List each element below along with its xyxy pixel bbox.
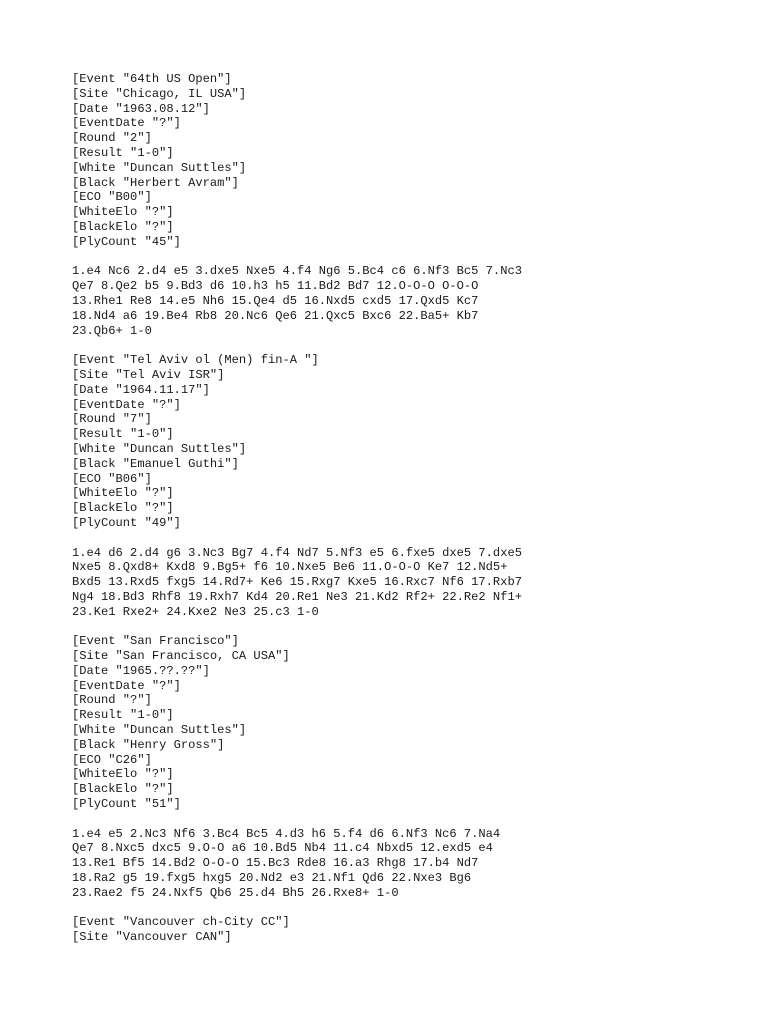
game-record-3	[72, 634, 732, 915]
move-line: 23.Qb6+ 1-0	[72, 323, 152, 338]
blank-line	[72, 531, 732, 546]
tag-white-elo: [WhiteElo "?"]	[72, 486, 174, 501]
tag-event-date: [EventDate "?"]	[72, 116, 181, 131]
move-line: 1.e4 d6 2.d4 g6 3.Nc3 Bg7 4.f4 Nd7 5.Nf3 e5 6.fxe5 dxe5 7.dxe5	[72, 545, 522, 560]
tag-event: [Event "Vancouver ch-City CC"]	[72, 915, 290, 930]
tag-eco: [ECO "C26"]	[72, 752, 152, 767]
tag-event-date: [EventDate "?"]	[72, 397, 181, 412]
tag-black: [Black "Emanuel Guthi"]	[72, 456, 239, 471]
tag-section	[72, 353, 732, 531]
blank-line	[72, 812, 732, 827]
tag-round: [Round "?"]	[72, 693, 152, 708]
blank-line	[72, 901, 732, 916]
tag-black-elo: [BlackElo "?"]	[72, 782, 174, 797]
move-line: 13.Rhe1 Re8 14.e5 Nh6 15.Qe4 d5 16.Nxd5 cxd5 17.Qxd5 Kc7	[72, 293, 479, 308]
tag-event: [Event "Tel Aviv ol (Men) fin-A "]	[72, 353, 319, 368]
tag-event: [Event "64th US Open"]	[72, 72, 232, 86]
tag-black-elo: [BlackElo "?"]	[72, 219, 174, 234]
move-text	[72, 546, 732, 620]
tag-eco: [ECO "B06"]	[72, 471, 152, 486]
move-line: 13.Re1 Bf5 14.Bd2 O-O-O 15.Bc3 Rde8 16.a3 Rhg8 17.b4 Nd7	[72, 856, 479, 871]
move-line: 18.Nd4 a6 19.Be4 Rb8 20.Nc6 Qe6 21.Qxc5 Bxc6 22.Ba5+ Kb7	[72, 308, 479, 323]
tag-white: [White "Duncan Suttles"]	[72, 160, 247, 175]
tag-site: [Site "Vancouver CAN"]	[72, 930, 232, 945]
tag-white: [White "Duncan Suttles"]	[72, 441, 247, 456]
move-line: Nxe5 8.Qxd8+ Kxd8 9.Bg5+ f6 10.Nxe5 Be6 11.O-O-O Ke7 12.Nd5+	[72, 560, 508, 575]
game-record-2	[72, 353, 732, 634]
game-record-4	[72, 915, 732, 945]
tag-date: [Date "1965.??.??"]	[72, 663, 210, 678]
blank-line	[72, 619, 732, 634]
move-text	[72, 264, 732, 338]
blank-line	[72, 338, 732, 353]
move-text	[72, 827, 732, 901]
tag-black: [Black "Henry Gross"]	[72, 737, 225, 752]
tag-ply-count: [PlyCount "51"]	[72, 797, 181, 812]
tag-eco: [ECO "B00"]	[72, 190, 152, 205]
tag-event-date: [EventDate "?"]	[72, 678, 181, 693]
blank-line	[72, 250, 732, 265]
move-line: 23.Ke1 Rxe2+ 24.Kxe2 Ne3 25.c3 1-0	[72, 604, 319, 619]
tag-site: [Site "Chicago, IL USA"]	[72, 86, 247, 101]
tag-round: [Round "2"]	[72, 131, 152, 146]
tag-ply-count: [PlyCount "49"]	[72, 515, 181, 530]
tag-event: [Event "San Francisco"]	[72, 634, 239, 649]
move-line: Bxd5 13.Rxd5 fxg5 14.Rd7+ Ke6 15.Rxg7 Kxe5 16.Rxc7 Nf6 17.Rxb7	[72, 575, 522, 590]
tag-white-elo: [WhiteElo "?"]	[72, 205, 174, 220]
tag-round: [Round "7"]	[72, 412, 152, 427]
move-line: 1.e4 Nc6 2.d4 e5 3.dxe5 Nxe5 4.f4 Ng6 5.Bc4 c6 6.Nf3 Bc5 7.Nc3	[72, 264, 522, 279]
move-line: 23.Rae2 f5 24.Nxf5 Qb6 25.d4 Bh5 26.Rxe8+ 1-0	[72, 885, 399, 900]
tag-white: [White "Duncan Suttles"]	[72, 723, 247, 738]
move-line: 1.e4 e5 2.Nc3 Nf6 3.Bc4 Bc5 4.d3 h6 5.f4 d6 6.Nf3 Nc6 7.Na4	[72, 826, 501, 841]
move-line: Qe7 8.Qe2 b5 9.Bd3 d6 10.h3 h5 11.Bd2 Bd7 12.O-O-O O-O-O	[72, 279, 479, 294]
tag-result: [Result "1-0"]	[72, 427, 174, 442]
tag-result: [Result "1-0"]	[72, 708, 174, 723]
pgn-document	[72, 72, 732, 945]
tag-site: [Site "San Francisco, CA USA"]	[72, 649, 290, 664]
tag-black-elo: [BlackElo "?"]	[72, 501, 174, 516]
move-line: 18.Ra2 g5 19.fxg5 hxg5 20.Nd2 e3 21.Nf1 Qd6 22.Nxe3 Bg6	[72, 871, 472, 886]
tag-section	[72, 72, 732, 250]
tag-ply-count: [PlyCount "45"]	[72, 234, 181, 249]
game-record-1	[72, 72, 732, 353]
tag-date: [Date "1964.11.17"]	[72, 382, 210, 397]
tag-white-elo: [WhiteElo "?"]	[72, 767, 174, 782]
tag-section	[72, 915, 732, 945]
tag-site: [Site "Tel Aviv ISR"]	[72, 367, 225, 382]
tag-result: [Result "1-0"]	[72, 145, 174, 160]
tag-section	[72, 634, 732, 812]
tag-date: [Date "1963.08.12"]	[72, 101, 210, 116]
move-line: Qe7 8.Nxc5 dxc5 9.O-O a6 10.Bd5 Nb4 11.c4 Nbxd5 12.exd5 e4	[72, 841, 493, 856]
tag-black: [Black "Herbert Avram"]	[72, 175, 239, 190]
move-line: Ng4 18.Bd3 Rhf8 19.Rxh7 Kd4 20.Re1 Ne3 21.Kd2 Rf2+ 22.Re2 Nf1+	[72, 589, 522, 604]
